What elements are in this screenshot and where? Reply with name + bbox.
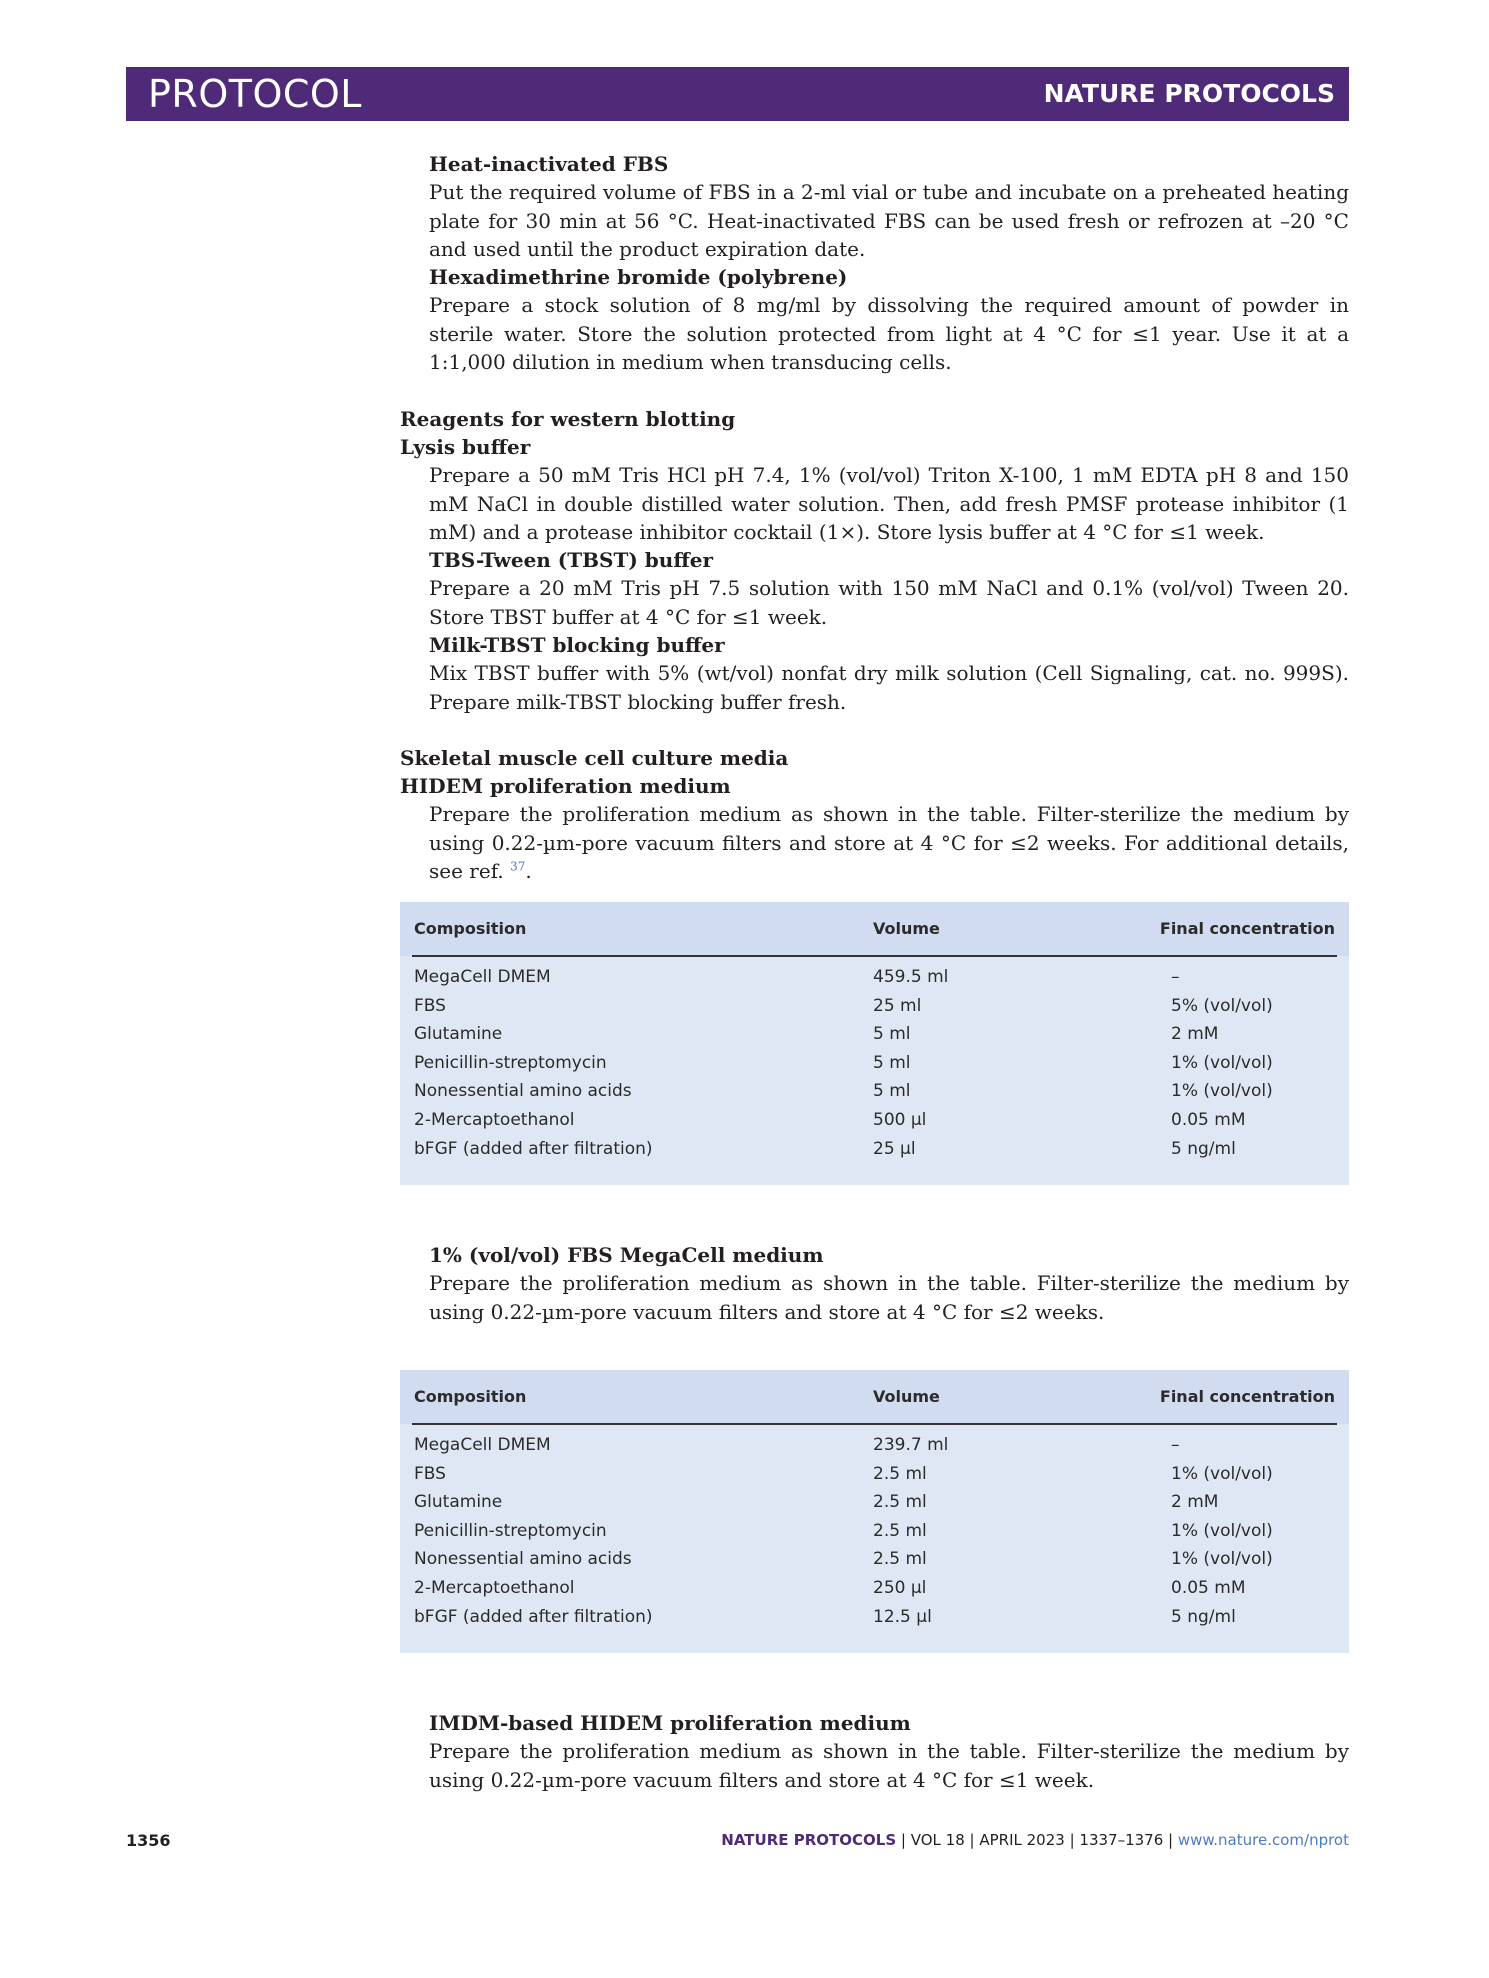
page-number: 1356	[126, 1831, 171, 1850]
cell-final-concentration: 5 ng/ml	[1171, 1138, 1236, 1159]
cell-volume: 2.5 ml	[873, 1549, 927, 1570]
cell-volume: 250 µl	[873, 1578, 927, 1598]
cell-composition: Nonessential amino acids	[414, 1549, 632, 1570]
cell-volume: 2.5 ml	[873, 1520, 927, 1541]
imdm-heading: IMDM-based HIDEM proliferation medium	[429, 1711, 911, 1735]
header-rule	[412, 955, 1337, 957]
col-final-concentration: Final concentration	[1159, 1387, 1335, 1406]
lysis-buffer-text: Prepare a 50 mM Tris HCl pH 7.4, 1% (vol/vol) Triton X-100, 1 mM EDTA pH 8 and 150 mM NaCl in double distilled water solution. Then, add fresh PMSF protease inhibitor (1 mM) and a protease inhibitor cocktail (1×). Store lysis buffer at 4 °C for ≤1 week.	[429, 463, 1349, 544]
cell-composition: Penicillin-streptomycin	[414, 1520, 607, 1541]
lysis-buffer-heading: Lysis buffer	[400, 435, 531, 459]
hidem-text: Prepare the proliferation medium as shown in the table. Filter-sterilize the medium by using 0.22-µm-pore vacuum filters and store at 4 °C for ≤2 weeks. For additional details, see ref. $^{37}$.	[429, 802, 1349, 883]
col-composition: Composition	[414, 1387, 527, 1406]
cell-volume: 5 ml	[873, 1081, 911, 1102]
cell-composition: Glutamine	[414, 1492, 503, 1513]
table-header	[400, 902, 1349, 956]
milk-text: Mix TBST buffer with 5% (wt/vol) nonfat dry milk solution (Cell Signaling, cat. no. 999S). Prepare milk-TBST blocking buffer fresh.	[429, 661, 1349, 714]
cell-final-concentration: 1% (vol/vol)	[1171, 1549, 1273, 1570]
cell-composition: Penicillin-streptomycin	[414, 1052, 607, 1073]
tbst-text: Prepare a 20 mM Tris pH 7.5 solution with 150 mM NaCl and 0.1% (vol/vol) Tween 20. Store TBST buffer at 4 °C for ≤1 week.	[429, 576, 1349, 629]
cell-volume: 5 ml	[873, 1052, 911, 1073]
cell-final-concentration: 1% (vol/vol)	[1171, 1520, 1273, 1541]
footer-url[interactable]: www.nature.com/nprot	[1177, 1831, 1349, 1849]
cell-final-concentration: –	[1171, 967, 1180, 987]
cell-composition: MegaCell DMEM	[414, 967, 551, 987]
cell-volume: 239.7 ml	[873, 1435, 949, 1455]
table-hidem	[400, 902, 1349, 1185]
skeletal-muscle-heading: Skeletal muscle cell culture media	[400, 746, 789, 770]
cell-volume: 2.5 ml	[873, 1492, 927, 1513]
cell-final-concentration: 5 ng/ml	[1171, 1606, 1236, 1627]
reference-link[interactable]: 37	[510, 859, 526, 874]
col-volume: Volume	[873, 1387, 940, 1406]
fbs-heading: Heat-inactivated FBS	[429, 152, 669, 176]
journal-label: NATURE PROTOCOLS	[1043, 79, 1335, 108]
col-final-concentration: Final concentration	[1159, 919, 1335, 938]
imdm-text: Prepare the proliferation medium as shown in the table. Filter-sterilize the medium by using 0.22-µm-pore vacuum filters and store at 4 °C for ≤1 week.	[429, 1739, 1349, 1792]
cell-final-concentration: 1% (vol/vol)	[1171, 1463, 1273, 1484]
cell-final-concentration: 2 mM	[1171, 1492, 1219, 1513]
hidem-text-body: Prepare the proliferation medium as shown in the table. Filter-sterilize the medium by using 0.22-µm-pore vacuum filters and store at 4 °C for ≤2 weeks. For additional details, see ref.	[429, 802, 1349, 883]
polybrene-heading: Hexadimethrine bromide (polybrene)	[429, 265, 848, 289]
col-composition: Composition	[414, 919, 527, 938]
cell-composition: Nonessential amino acids	[414, 1081, 632, 1102]
footer-journal: NATURE PROTOCOLS	[721, 1831, 897, 1849]
cell-composition: 2-Mercaptoethanol	[414, 1578, 575, 1598]
polybrene-text: Prepare a stock solution of 8 mg/ml by dissolving the required amount of powder in sterile water. Store the solution protected from light at 4 °C for ≤1 year. Use it at a 1:1,000 dilution in medium when transducing cells.	[429, 293, 1349, 374]
footer-pages: 1337–1376	[1079, 1831, 1164, 1849]
col-volume: Volume	[873, 919, 940, 938]
cell-composition: bFGF (added after filtration)	[414, 1606, 653, 1627]
milk-heading: Milk-TBST blocking buffer	[429, 633, 725, 657]
cell-composition: FBS	[414, 1463, 446, 1484]
cell-final-concentration: 0.05 mM	[1171, 1110, 1246, 1130]
cell-volume: 12.5 µl	[873, 1606, 932, 1627]
cell-volume: 25 ml	[873, 995, 922, 1016]
footer-citation: NATURE PROTOCOLS | VOL 18 | APRIL 2023 | 1337–1376 | www.nature.com/nprot	[721, 1831, 1349, 1849]
cell-volume: 500 µl	[873, 1110, 927, 1130]
cell-composition: FBS	[414, 995, 446, 1016]
cell-final-concentration: 5% (vol/vol)	[1171, 995, 1273, 1016]
fbs1-text: Prepare the proliferation medium as shown in the table. Filter-sterilize the medium by using 0.22-µm-pore vacuum filters and store at 4 °C for ≤2 weeks.	[429, 1271, 1349, 1324]
cell-final-concentration: 0.05 mM	[1171, 1578, 1246, 1598]
cell-composition: bFGF (added after filtration)	[414, 1138, 653, 1159]
fbs-text: Put the required volume of FBS in a 2-ml vial or tube and incubate on a preheated heating plate for 30 min at 56 °C. Heat-inactivated FBS can be used fresh or refrozen at –20 °C and used until the product expiration date.	[429, 180, 1349, 261]
footer-date: APRIL 2023	[979, 1831, 1065, 1849]
cell-final-concentration: 2 mM	[1171, 1024, 1219, 1045]
cell-composition: Glutamine	[414, 1024, 503, 1045]
table-megacell	[400, 1370, 1349, 1653]
header-rule	[412, 1423, 1337, 1425]
cell-volume: 5 ml	[873, 1024, 911, 1045]
section-label: PROTOCOL	[148, 72, 362, 116]
cell-volume: 25 µl	[873, 1138, 916, 1159]
hidem-heading: HIDEM proliferation medium	[400, 774, 731, 798]
tbst-heading: TBS-Tween (TBST) buffer	[429, 548, 714, 572]
cell-volume: 459.5 ml	[873, 967, 949, 987]
cell-final-concentration: 1% (vol/vol)	[1171, 1081, 1273, 1102]
fbs1-heading: 1% (vol/vol) FBS MegaCell medium	[429, 1243, 824, 1267]
cell-final-concentration: –	[1171, 1435, 1180, 1455]
header-banner	[126, 67, 1349, 121]
cell-volume: 2.5 ml	[873, 1463, 927, 1484]
table-header	[400, 1370, 1349, 1424]
cell-final-concentration: 1% (vol/vol)	[1171, 1052, 1273, 1073]
footer-volume: VOL 18	[910, 1831, 965, 1849]
western-blotting-heading: Reagents for western blotting	[400, 407, 736, 431]
cell-composition: MegaCell DMEM	[414, 1435, 551, 1455]
cell-composition: 2-Mercaptoethanol	[414, 1110, 575, 1130]
